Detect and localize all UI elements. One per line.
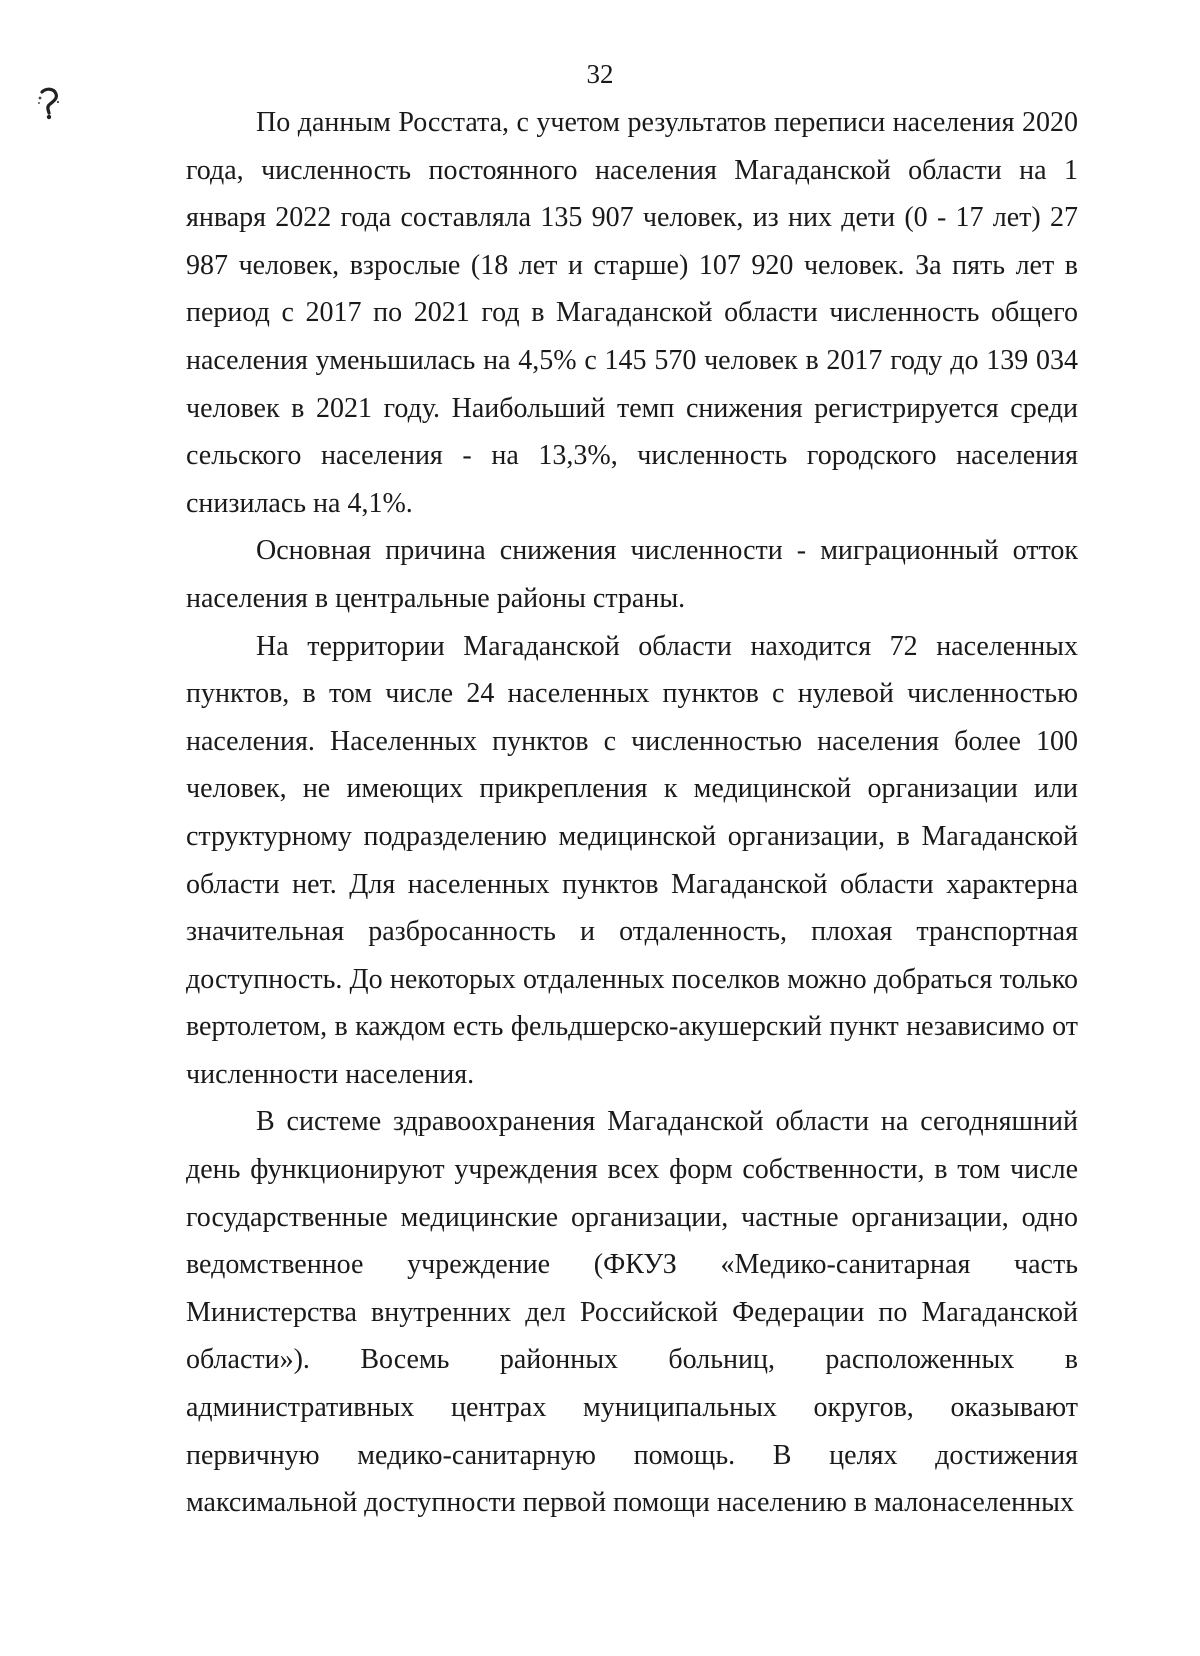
paragraph-healthcare-system: В системе здравоохранения Магаданской области на сегодняшний день функционируют учреждения всех форм собственности, в том числе государственные медицинские организации, частные организации, одно ведомственное учреждение (ФКУЗ «Медико-санитарная часть Министерства внутренних дел Российской Федерации по Магаданской области»). Восемь районных больниц, расположенных в административных центрах муниципальных округов, оказывают первичную медико-санитарную помощь. В целях достижения максимальной доступности первой помощи населению в малонаселенных (186, 1106, 1078, 1519)
document-body (186, 99, 1078, 1527)
scan-speck-mark (36, 86, 62, 120)
paragraph-population: По данным Росстата, с учетом результатов переписи населения 2020 года, численность постоянного населения Магаданской области на 1 января 2022 года составляла 135 907 человек, из них дети (0 - 17 лет) 27 987 человек, взрослые (18 лет и старше) 107 920 человек. За пять лет в период с 2017 по 2021 год в Магаданской области численность общего населения уменьшилась на 4,5% с 145 570 человек в 2017 году до 139 034 человек в 2021 году. Наибольший темп снижения регистрируется среди сельского населения - на 13,3%, численность городского населения снизилась на 4,1%. (186, 107, 1078, 519)
paragraph-settlements: На территории Магаданской области находится 72 населенных пунктов, в том числе 24 населенных пунктов с нулевой численностью населения. Населенных пунктов с численностью населения более 100 человек, не имеющих прикрепления к медицинской организации или структурному подразделению медицинской организации, в Магаданской области нет. Для населенных пунктов Магаданской области характерна значительная разбросанность и отдаленность, плохая транспортная доступность. До некоторых отдаленных поселков можно добраться только вертолетом, в каждом есть фельдшерско-акушерский пункт независимо от численности населения. (186, 630, 1078, 1090)
page-number: 32 (586, 59, 614, 89)
paragraph-migration: Основная причина снижения численности - миграционный отток населения в центральные районы страны. (186, 535, 1078, 614)
